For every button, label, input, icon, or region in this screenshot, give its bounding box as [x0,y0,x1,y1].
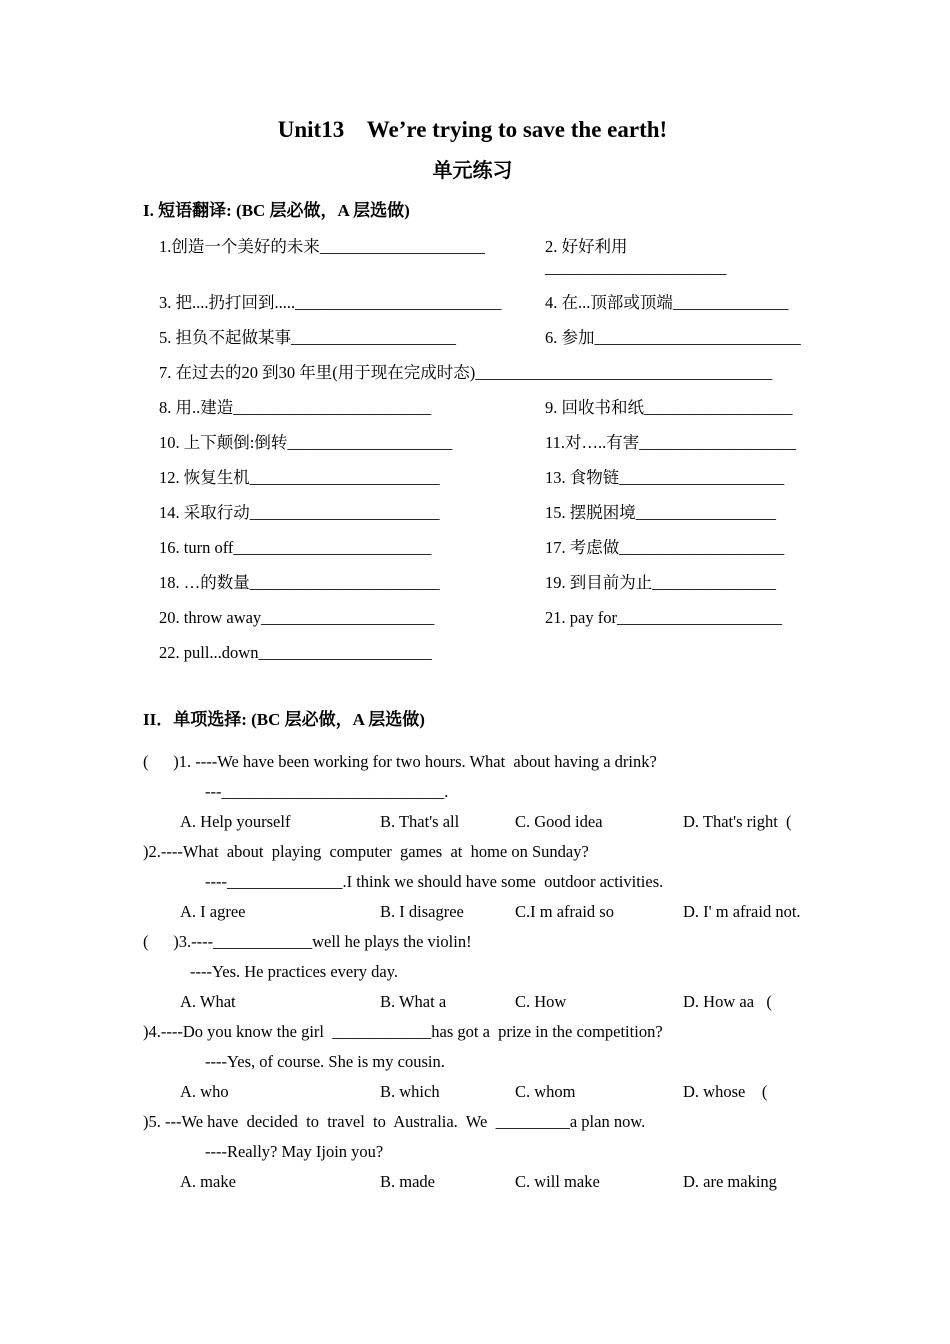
answer-line: ----Really? May Ijoin you? [205,1142,384,1161]
phrase-row [143,642,802,663]
document-subtitle: 单元练习 [432,160,513,182]
phrase-row [143,236,802,278]
option-b: B. which [380,1082,440,1101]
answer-line: ---___________________________. [205,782,449,801]
option-d: D. How aa ( [683,992,772,1011]
question-line: ( )3.----____________well he plays the violin! [143,932,472,951]
option-c: C. How [515,992,567,1011]
phrase-item-left: 20. throw away_____________________ [159,608,435,627]
option-b: B. I disagree [380,902,464,921]
option-c: C. whom [515,1082,576,1101]
answer-line: ----______________.I think we should have some outdoor activities. [205,872,664,891]
option-d: D. That's right ( [683,812,792,831]
document-title: Unit13 We’re trying to save the earth! [277,117,668,142]
phrase-row [143,327,802,348]
phrase-item-left: 3. 把....扔打回到....._________________________ [159,293,502,312]
phrase-item-right: 9. 回收书和纸__________________ [545,398,793,417]
options-row [143,991,802,1012]
section1-heading: I. 短语翻译: (BC 层必做，A 层选做) [143,201,410,220]
options-row [143,1171,802,1192]
option-b: B. That's all [380,812,460,831]
phrase-item-right: 2. 好好利用______________________ [545,237,727,277]
phrase-item-right: 19. 到目前为止_______________ [545,573,776,592]
phrase-item-right: 17. 考虑做____________________ [545,538,785,557]
question-line: ( )1. ----We have been working for two hours. What about having a drink? [143,752,657,771]
phrase-item-left: 10. 上下颠倒:倒转____________________ [159,433,453,452]
phrase-item-right: 6. 参加_________________________ [545,328,801,347]
phrase-row [143,607,802,628]
phrase-item-left: 16. turn off________________________ [159,538,432,557]
option-c: C. Good idea [515,812,603,831]
phrase-row [143,572,802,593]
phrase-item-right [545,642,802,663]
phrase-row [143,467,802,488]
answer-line: ----Yes, of course. She is my cousin. [205,1052,445,1071]
option-b: B. made [380,1172,435,1191]
option-a: A. What [180,992,236,1011]
section2-heading: II．单项选择: (BC 层必做，A 层选做) [143,710,425,729]
options-row [143,811,802,832]
question-line: )5. ---We have decided to travel to Australia. We _________a plan now. [143,1112,646,1131]
phrase-item-left: 1.创造一个美好的未来____________________ [159,237,485,256]
option-c: C. will make [515,1172,600,1191]
phrase-item-right: 4. 在...顶部或顶端______________ [545,293,789,312]
option-c: C.I m afraid so [515,902,614,921]
phrase-row [143,432,802,453]
phrase-item-right: 21. pay for____________________ [545,608,782,627]
option-d: D. I' m afraid not. [683,902,801,921]
options-row [143,1081,802,1102]
phrase-row [143,397,802,418]
question-line: )4.----Do you know the girl ____________has got a prize in the competition? [143,1022,663,1041]
phrase-item-left: 12. 恢复生机_______________________ [159,468,440,487]
option-a: A. make [180,1172,236,1191]
option-a: A. I agree [180,902,246,921]
option-b: B. What a [380,992,447,1011]
phrase-item-right: 15. 摆脱困境_________________ [545,503,776,522]
option-a: A. Help yourself [180,812,291,831]
phrase-item-left: 8. 用..建造________________________ [159,398,432,417]
phrase-row [143,502,802,523]
phrase-item-right: 13. 食物链____________________ [545,468,785,487]
phrase-item-left: 22. pull...down_____________________ [159,643,432,662]
question-line: )2.----What about playing computer games at home on Sunday? [143,842,589,861]
options-row [143,901,802,922]
option-d: D. whose ( [683,1082,768,1101]
option-a: A. who [180,1082,229,1101]
option-d: D. are making [683,1172,777,1191]
phrase-item-left: 14. 采取行动_______________________ [159,503,440,522]
phrase-row [143,292,802,313]
phrase-row [143,362,802,383]
phrase-row [143,537,802,558]
answer-line: ----Yes. He practices every day. [190,962,398,981]
phrase-item-right: 11.对…..有害___________________ [545,433,797,452]
phrase-item-left: 7. 在过去的20 到30 年里(用于现在完成时态)____________________________________ [159,363,773,382]
phrase-item-left: 18. …的数量_______________________ [159,573,440,592]
phrase-item-left: 5. 担负不起做某事____________________ [159,328,456,347]
